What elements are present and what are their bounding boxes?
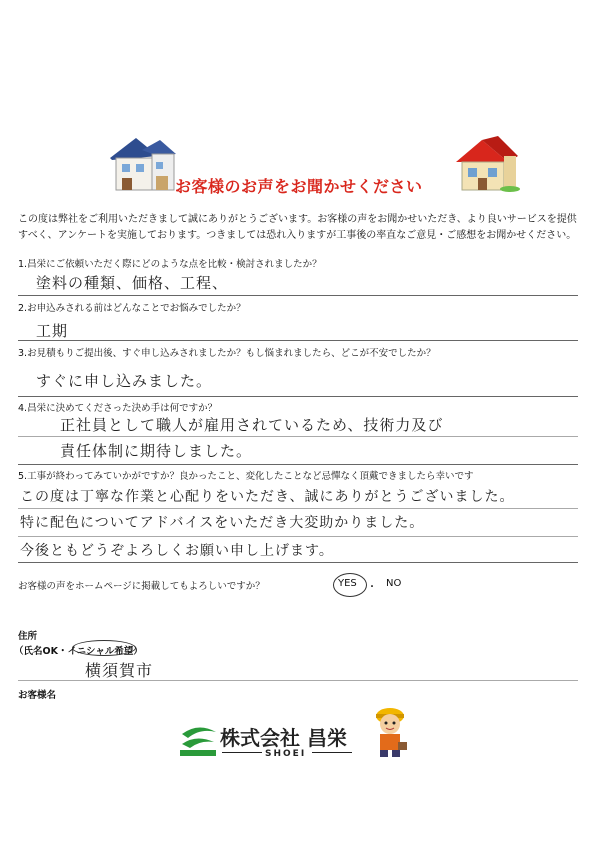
- divider: [18, 436, 578, 437]
- company-subname: SHOEI: [265, 749, 307, 759]
- answer-5-line-3: 今後ともどうぞよろしくお願い申し上げます。: [20, 543, 334, 559]
- answer-4-line-2: 責任体制に期待しました。: [60, 442, 253, 460]
- divider: [18, 340, 578, 341]
- address-label: 住所: [18, 631, 38, 642]
- consent-separator: ・: [367, 582, 377, 593]
- answer-5-line-1: この度は丁寧な作業と心配りをいただき、誠にありがとうございました。: [20, 489, 515, 505]
- divider: [18, 295, 578, 296]
- company-name: 株式会社 昌栄: [220, 726, 347, 750]
- house-illustration-left: [108, 132, 178, 196]
- question-2: 2.お申込みされる前はどんなことでお悩みでしたか？: [18, 303, 246, 314]
- address-note: （氏名OK・イニシャル希望）: [14, 646, 143, 657]
- question-3: 3.お見積もりご提出後、すぐ申し込みされましたか？もし悩まれましたら、どこが不安でしたか？: [18, 348, 436, 359]
- divider: [18, 680, 578, 681]
- consent-no[interactable]: NO: [386, 578, 402, 589]
- answer-2: 工期: [36, 322, 69, 340]
- answer-4-line-1: 正社員として職人が雇用されているため、技術力及び: [60, 416, 444, 434]
- address-value: 横須賀市: [85, 661, 154, 680]
- house-illustration-right: [452, 134, 520, 196]
- answer-1: 塗料の種類、価格、工程、: [36, 274, 229, 292]
- intro-text: この度は弊社をご利用いただきまして誠にありがとうございます。お客様の声をお聞かせいただき、より良いサービスを提供すべく、アンケートを実施しております。つきましては恐れ入りますが工事後の率直なご意見・ご感想をお聞かせください。: [18, 214, 577, 241]
- divider: [312, 752, 352, 753]
- customer-name-label: お客様名: [18, 690, 57, 701]
- question-1: 1.昌栄にご依頼いただく際にどのような点を比較・検討されましたか？: [18, 259, 322, 270]
- divider: [18, 536, 578, 537]
- page-title: お客様のお声をお聞かせください: [175, 177, 423, 196]
- divider: [222, 752, 262, 753]
- divider: [18, 508, 578, 509]
- question-4: 4.昌栄に決めてくださった決め手は何ですか？: [18, 403, 218, 414]
- company-logo-icon: [178, 724, 220, 762]
- divider: [18, 396, 578, 397]
- divider: [18, 464, 578, 465]
- initial-selection-circle: [72, 640, 136, 656]
- consent-question: お客様の声をホームページに掲載してもよろしいですか？: [18, 581, 265, 592]
- answer-5-line-2: 特に配色についてアドバイスをいただき大変助かりました。: [20, 515, 425, 531]
- worker-mascot-icon: [370, 700, 410, 762]
- answer-3: すぐに申し込みました。: [36, 372, 213, 390]
- divider: [18, 562, 578, 563]
- consent-yes[interactable]: YES: [338, 578, 357, 589]
- question-5: 5.工事が終わってみていかがですか？良かったこと、変化したことなど忌憚なく頂戴できましたら幸いです: [18, 471, 474, 482]
